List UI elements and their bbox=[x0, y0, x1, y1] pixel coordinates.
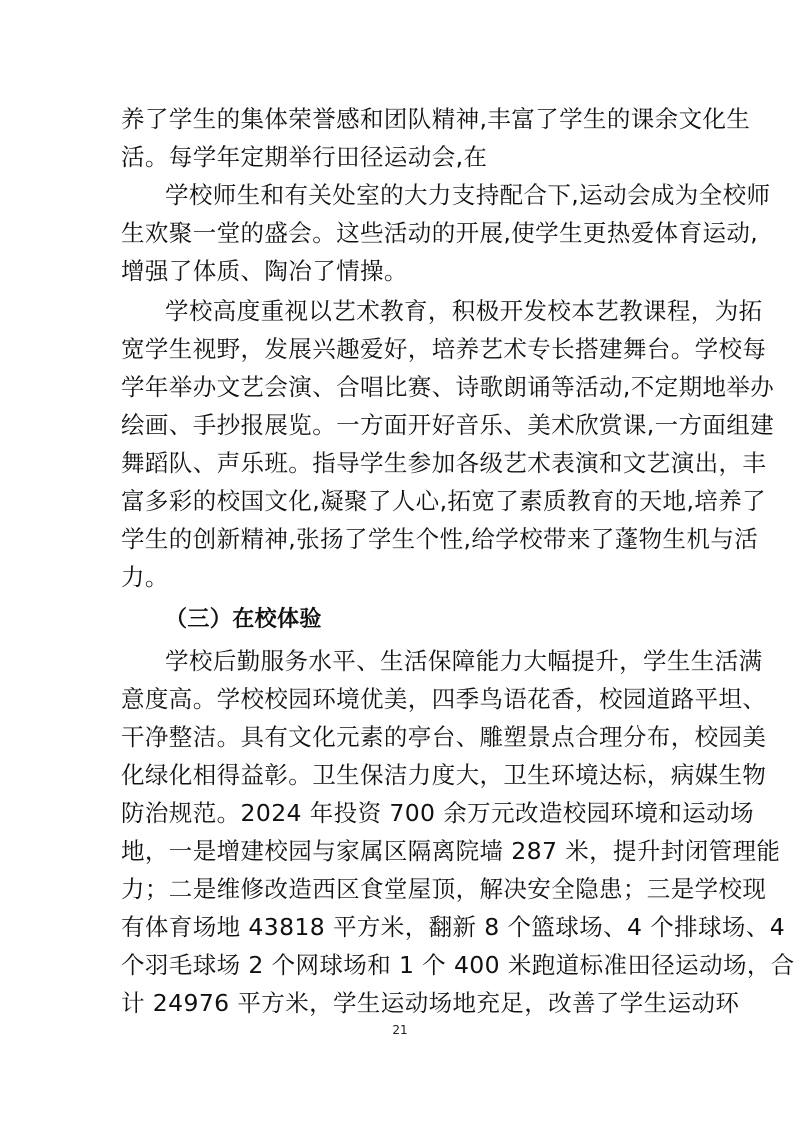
text-line: 防治规范。2024 年投资 700 余万元改造校园环境和运动场 bbox=[121, 799, 754, 827]
text-line: 化绿化相得益彰。卫生保洁力度大，卫生环境达标，病媒生物 bbox=[121, 761, 767, 789]
text-line: 增强了体质、陶冶了情操。 bbox=[121, 257, 408, 285]
paragraph-start-line: 学校后勤服务水平、生活保障能力大幅提升，学生生活满 bbox=[165, 647, 763, 675]
text-line: 养了学生的集体荣誉感和团队精神,丰富了学生的课余文化生 bbox=[121, 105, 751, 133]
text-line: 计 24976 平方米，学生运动场地充足，改善了学生运动环 bbox=[121, 989, 740, 1017]
text-line: 力。 bbox=[121, 563, 169, 591]
text-line: 学生的创新精神,张扬了学生个性,给学校带来了蓬物生机与活 bbox=[121, 525, 759, 553]
paragraph-start-line: 学校高度重视以艺术教育，积极开发校本艺教课程，为拓 bbox=[165, 297, 763, 325]
page-number: 21 bbox=[392, 1023, 408, 1037]
paragraph-start-line: 学校师生和有关处室的大力支持配合下,运动会成为全校师 bbox=[165, 181, 771, 209]
text-line: 力；二是维修改造西区食堂屋顶，解决安全隐患；三是学校现 bbox=[121, 875, 767, 903]
text-line: 舞蹈队、声乐班。指导学生参加各级艺术表演和文艺演出，丰 bbox=[121, 449, 767, 477]
text-line: 活。每学年定期举行田径运动会,在 bbox=[121, 143, 488, 171]
text-line: 宽学生视野，发展兴趣爱好，培养艺术专长搭建舞台。学校每 bbox=[121, 335, 767, 363]
text-line: 学年举办文艺会演、合唱比赛、诗歌朗诵等活动,不定期地举办 bbox=[121, 373, 775, 401]
text-line: 生欢聚一堂的盛会。这些活动的开展,使学生更热爱体育运动, bbox=[121, 219, 759, 247]
text-line: 绘画、手抄报展览。一方面开好音乐、美术欣赏课,一方面组建 bbox=[121, 411, 775, 439]
text-line: 有体育场地 43818 平方米，翻新 8 个篮球场、4 个排球场、4 bbox=[121, 913, 786, 941]
text-line: 干净整洁。具有文化元素的亭台、雕塑景点合理分布，校园美 bbox=[121, 723, 767, 751]
text-line: 意度高。学校校园环境优美，四季鸟语花香，校园道路平坦、 bbox=[121, 685, 767, 713]
text-line: 地，一是增建校园与家属区隔离院墙 287 米，提升封闭管理能 bbox=[121, 837, 781, 865]
text-line: 个羽毛球场 2 个网球场和 1 个 400 米跑道标准田径运动场，合 bbox=[121, 951, 795, 979]
text-line: 富多彩的校国文化,凝聚了人心,拓宽了素质教育的天地,培养了 bbox=[121, 487, 767, 515]
section-heading: （三）在校体验 bbox=[165, 606, 322, 632]
